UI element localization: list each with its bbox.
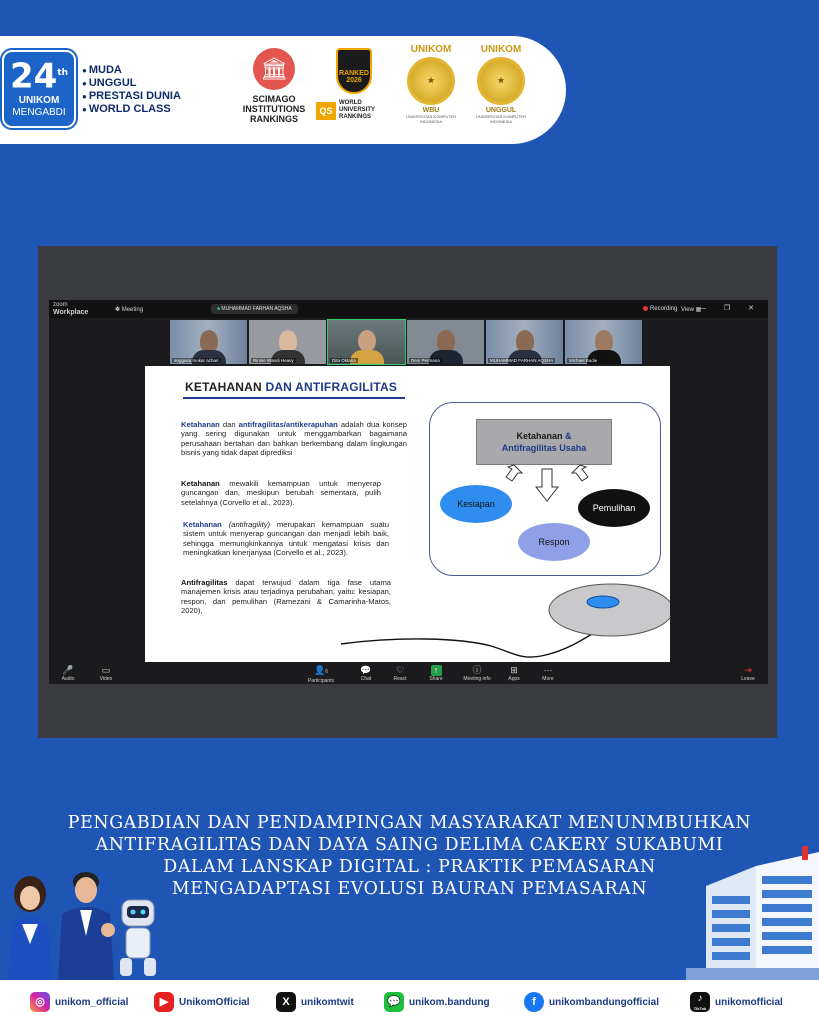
man-figure-icon bbox=[58, 872, 115, 980]
audio-label: Audio bbox=[61, 676, 75, 682]
scimago-line1: SCIMAGO bbox=[252, 94, 296, 104]
p1-text1: dan bbox=[219, 420, 239, 429]
p1-bold1: Ketahanan bbox=[181, 420, 220, 429]
view-button[interactable]: View ▦ bbox=[681, 307, 702, 313]
headline-line2: ANTIFRAGILITAS DAN DAYA SAING DELIMA CAKERY SUKABUMI bbox=[95, 835, 724, 855]
tagline-item: ● PRESTASI DUNIA bbox=[82, 90, 181, 103]
video-button[interactable] bbox=[93, 665, 119, 682]
logo-number: 24 bbox=[9, 56, 58, 97]
qs-text2: UNIVERSITY bbox=[339, 107, 376, 113]
diagram-box-line1: Ketahanan bbox=[516, 431, 565, 441]
badge-caption: UNIVERSITAS KOMPUTER INDONESIA bbox=[405, 114, 457, 124]
social-footer bbox=[0, 980, 819, 1024]
badge-caption: UNIVERSITAS KOMPUTER INDONESIA bbox=[475, 114, 527, 124]
line-handle: unikom.bandung bbox=[409, 996, 490, 1008]
facebook-link[interactable] bbox=[524, 992, 659, 1012]
slide-paragraph-1 bbox=[181, 420, 407, 458]
window-controls[interactable]: — ❐ ✕ bbox=[698, 305, 762, 312]
participants-count: 6 bbox=[325, 669, 328, 675]
phase-kesiapan: Kesiapan bbox=[440, 485, 512, 523]
slide-title bbox=[185, 380, 397, 394]
p2-text: mewakili kemampuan untuk menyerap guncangan dan, meskipun berubah sementara, pulih setelahnya (Corvello et al., 2023). bbox=[181, 479, 381, 507]
robot-icon bbox=[120, 900, 156, 976]
more-button[interactable] bbox=[535, 665, 561, 682]
badge-head: UNIKOM bbox=[480, 44, 522, 55]
react-label: React bbox=[393, 676, 407, 682]
participant-tile[interactable] bbox=[565, 320, 642, 364]
participants-button[interactable] bbox=[303, 665, 339, 684]
slide-title-part2: DAN ANTIFRAGILITAS bbox=[265, 380, 398, 394]
participant-tile-active[interactable] bbox=[328, 320, 405, 364]
tagline-item: ● WORLD CLASS bbox=[82, 103, 181, 116]
p1-bold2: antifragilitas/antikerapuhan bbox=[238, 420, 338, 429]
share-button[interactable] bbox=[423, 665, 449, 682]
unikom-24th-logo bbox=[2, 50, 76, 128]
people-robot-illustration bbox=[0, 866, 170, 980]
badge-head: UNIKOM bbox=[410, 44, 452, 55]
medal-icon: ★ bbox=[407, 57, 455, 105]
youtube-link[interactable] bbox=[154, 992, 250, 1012]
p4-bold: Antifragilitas bbox=[181, 578, 228, 587]
zoom-brand-line1: zoom bbox=[53, 302, 68, 308]
zoom-brand bbox=[53, 302, 88, 316]
participant-name: MUHAMMAD FARHAN AQSHA bbox=[490, 358, 554, 363]
tagline-item: ● MUDA bbox=[82, 64, 181, 77]
paw-icon: ✽ bbox=[115, 307, 121, 313]
zoom-window bbox=[49, 300, 768, 684]
audio-button[interactable] bbox=[55, 665, 81, 682]
apps-button[interactable] bbox=[501, 665, 527, 682]
chat-button[interactable] bbox=[353, 665, 379, 682]
qs-ranking-logo bbox=[316, 48, 396, 121]
slide-paragraph-2 bbox=[181, 479, 381, 507]
accreditation-badge-unggul bbox=[468, 44, 534, 124]
recording-label: Recording bbox=[650, 306, 678, 313]
apps-label: Apps bbox=[508, 676, 520, 682]
badge-ribbon: UNGGUL bbox=[485, 107, 517, 114]
headline-line1: PENGABDIAN DAN PENDAMPINGAN MASYARAKAT MENUNMBUHKAN bbox=[67, 813, 752, 833]
p2-bold: Ketahanan bbox=[181, 479, 220, 488]
arrow-down-icon bbox=[536, 469, 558, 501]
logo-superscript: th bbox=[57, 68, 69, 78]
more-icon: ⋯ bbox=[543, 665, 553, 675]
tiktok-caption: TikTok bbox=[693, 1006, 707, 1011]
microphone-icon: 🎤 bbox=[62, 665, 74, 675]
host-pill[interactable] bbox=[211, 304, 298, 314]
share-label: Share bbox=[429, 676, 443, 682]
qs-badge: RANKED bbox=[339, 70, 369, 77]
tagline-item: ● UNGGUL bbox=[82, 77, 181, 90]
p3-text: merupakan kemampuan suatu sistem untuk menyerap guncangan dan menjadi lebih baik, sehingga memungkinkannya untuk mengatasi krisis dan meningkatkan kinerjanyaa (Corvello et al., 2023). bbox=[183, 520, 389, 558]
youtube-icon: ▶ bbox=[154, 992, 174, 1012]
chat-label: Chat bbox=[360, 676, 372, 682]
medal-icon: ★ bbox=[477, 57, 525, 105]
tiktok-icon: ♪ TikTok bbox=[690, 992, 710, 1012]
diagram-box-amp: & bbox=[565, 431, 572, 441]
badge-ribbon: WBU bbox=[422, 107, 440, 114]
participant-gallery bbox=[170, 320, 642, 364]
host-label: MUHAMMAD FARHAN AQSHA bbox=[221, 306, 292, 312]
screen-share-icon: ■ bbox=[217, 306, 221, 312]
x-link[interactable] bbox=[276, 992, 354, 1012]
people-icon: 👤6 bbox=[314, 665, 328, 675]
youtube-handle: UnikomOfficial bbox=[179, 996, 250, 1008]
meeting-info-label: Meeting info bbox=[463, 676, 491, 682]
leave-label: Leave bbox=[741, 676, 755, 682]
arrow-right-icon bbox=[572, 465, 588, 481]
facebook-icon: f bbox=[524, 992, 544, 1012]
scimago-line3: RANKINGS bbox=[249, 114, 298, 124]
participant-tile[interactable] bbox=[170, 320, 247, 364]
x-icon: X bbox=[276, 992, 296, 1012]
qs-text1: WORLD bbox=[339, 100, 362, 106]
zoom-toolbar bbox=[49, 662, 768, 684]
tiktok-handle: unikomofficial bbox=[715, 996, 783, 1008]
mouse-body-icon bbox=[549, 584, 670, 636]
facebook-handle: unikombandungofficial bbox=[549, 996, 659, 1008]
title-underline bbox=[183, 397, 405, 399]
camera-icon: ▭ bbox=[101, 665, 111, 675]
participant-tile[interactable] bbox=[249, 320, 326, 364]
slide-title-part1: KETAHANAN bbox=[185, 380, 266, 394]
p4-text: dapat terwujud dalam tiga fase utama manajemen krisis atau terjadinya perubahan, yaitu: kesiapan, respon, dan pemulihan (Ramezani & Camarinha-Matos, 2020), bbox=[181, 578, 391, 616]
headline-line3: DALAM LANSKAP DIGITAL : PRAKTIK PEMASARAN bbox=[163, 857, 656, 877]
participant-name: Dita Oktaria bbox=[332, 358, 356, 363]
zoom-brand-line2: Workplace bbox=[53, 309, 89, 316]
meeting-info-button[interactable] bbox=[459, 665, 495, 682]
participants-label: Participants bbox=[307, 678, 335, 684]
info-icon: ⓘ bbox=[472, 665, 482, 675]
headline-line4: MENGADAPTASI EVOLUSI BAURAN PEMASARAN bbox=[171, 879, 648, 899]
view-label: View bbox=[681, 307, 694, 313]
meeting-tab[interactable] bbox=[115, 306, 143, 313]
instagram-icon: ◎ bbox=[30, 992, 50, 1012]
logo-line1: UNIKOM bbox=[18, 95, 60, 107]
antifragility-diagram bbox=[429, 402, 661, 576]
scimago-line2: INSTITUTIONS bbox=[242, 104, 306, 114]
logo-line2: MENGABDI bbox=[12, 107, 66, 119]
p3-bold: Ketahanan bbox=[183, 520, 222, 529]
participant-name: Rinnie Wandi Heavy bbox=[253, 358, 294, 363]
slide-paragraph-3 bbox=[183, 520, 389, 558]
shared-slide bbox=[145, 366, 670, 662]
meeting-label: Meeting bbox=[121, 307, 144, 313]
p1-text2: adalah dua konsep yang sering digunakan untuk menggambarkan bagaimana perusahaan bertahan dan bahkan berkembang dalam lingkungan bisnis yang tidak dapat diprediksi bbox=[181, 420, 408, 458]
instagram-handle: unikom_official bbox=[55, 996, 129, 1008]
participant-name: Michael Budie bbox=[569, 358, 598, 363]
diagram-box-line2: Antifragilitas Usaha bbox=[501, 443, 587, 453]
institution-icon: 🏛 bbox=[253, 48, 295, 90]
record-dot-icon bbox=[643, 306, 648, 311]
line-link[interactable] bbox=[384, 992, 490, 1012]
accreditation-badge-wbu bbox=[398, 44, 464, 124]
qs-text3: RANKINGS bbox=[339, 114, 372, 120]
phase-pemulihan: Pemulihan bbox=[578, 489, 650, 527]
instagram-link[interactable] bbox=[30, 992, 128, 1012]
participant-name: anggasa mokar azhari bbox=[174, 358, 219, 363]
participant-tile[interactable] bbox=[486, 320, 563, 364]
tagline-list bbox=[82, 64, 181, 116]
video-label: Video bbox=[99, 676, 113, 682]
x-handle: unikomtwit bbox=[301, 996, 354, 1008]
heart-icon: ♡ bbox=[395, 665, 405, 675]
chat-icon: 💬 bbox=[360, 665, 372, 675]
phase-respon: Respon bbox=[518, 523, 590, 561]
woman-figure-icon bbox=[8, 876, 52, 980]
arrow-left-icon bbox=[506, 465, 522, 481]
leave-icon: ⇥ bbox=[744, 665, 752, 675]
zoom-titlebar bbox=[49, 300, 768, 318]
leave-button[interactable] bbox=[735, 665, 761, 682]
more-label: More bbox=[542, 676, 554, 682]
computer-mouse-illustration bbox=[341, 580, 670, 662]
recording-indicator[interactable] bbox=[643, 306, 677, 312]
apps-icon: ⊞ bbox=[510, 665, 518, 675]
scimago-logo bbox=[238, 48, 310, 124]
qs-mark: QS bbox=[316, 102, 336, 120]
tiktok-link[interactable] bbox=[690, 992, 783, 1012]
share-arrow-icon: ↑ bbox=[431, 665, 442, 676]
campus-building-illustration bbox=[686, 846, 819, 980]
p3-italic: (antifragility) bbox=[228, 520, 271, 529]
line-icon: 💬 bbox=[384, 992, 404, 1012]
qs-shield-icon bbox=[336, 48, 372, 94]
qs-year: 2026 bbox=[346, 77, 362, 84]
participant-tile[interactable] bbox=[407, 320, 484, 364]
participant-name: Deni Permana bbox=[411, 358, 440, 363]
react-button[interactable] bbox=[387, 665, 413, 682]
